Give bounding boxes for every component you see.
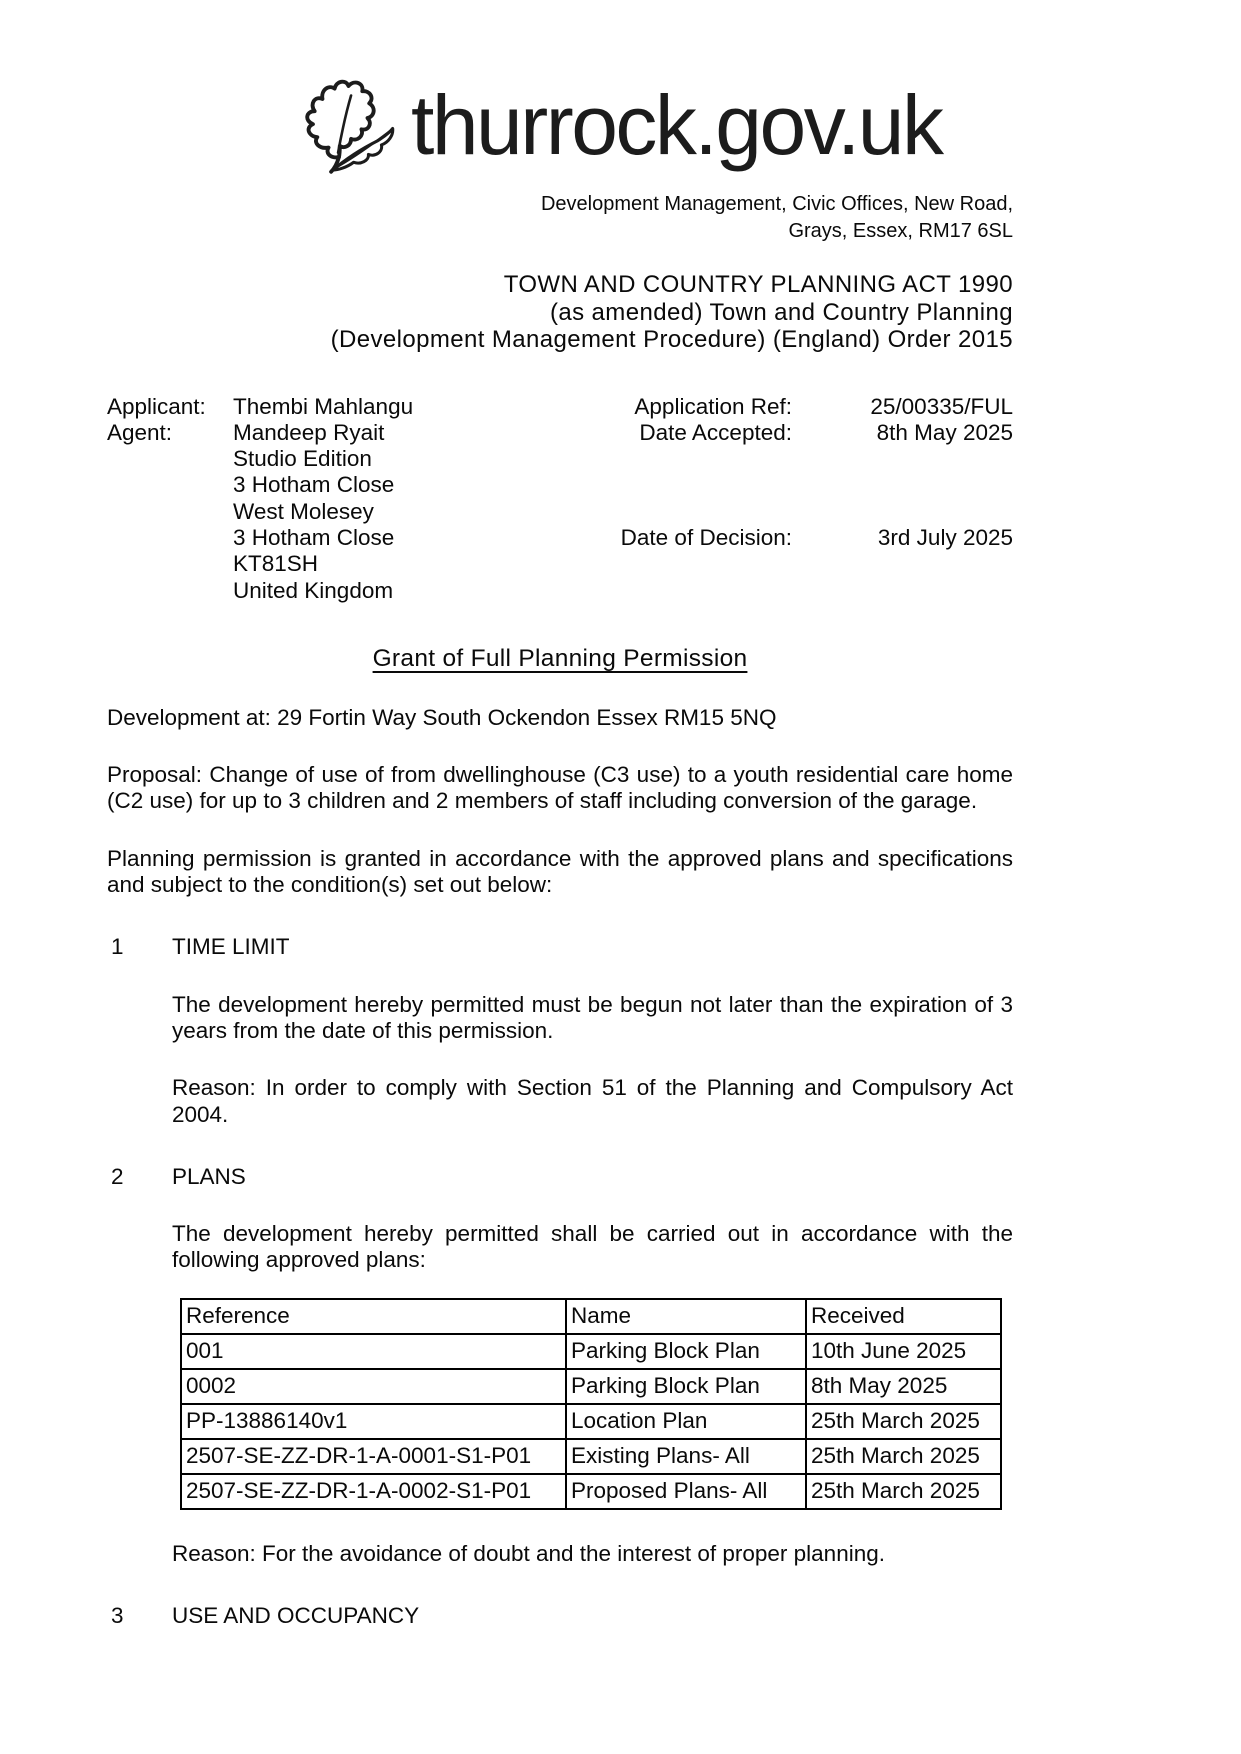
plan-reference: 001 [181, 1334, 566, 1369]
act-line: (as amended) Town and Country Planning [549, 298, 1013, 326]
applicant-name: Thembi Mahlangu [233, 393, 414, 419]
condition-title: PLANS [172, 1163, 246, 1189]
plan-name: Parking Block Plan [566, 1369, 806, 1404]
act-line: (Development Management Procedure) (England) Order 2015 [330, 326, 1013, 353]
application-ref-label: Application Ref: [634, 393, 792, 419]
plan-received: 8th May 2025 [806, 1369, 1001, 1404]
condition-3-heading [107, 1603, 1013, 1629]
plan-name: Location Plan [566, 1404, 806, 1439]
plan-reference: 0002 [181, 1369, 566, 1404]
plan-reference: PP-13886140v1 [181, 1404, 566, 1439]
act-heading [107, 271, 1013, 354]
logo-text: thurrock.gov.uk [411, 78, 942, 172]
agent-name: Mandeep Ryait [233, 419, 385, 445]
plan-received: 25th March 2025 [806, 1404, 1001, 1439]
address-line: Grays, Essex, RM17 6SL [788, 220, 1013, 242]
date-accepted-value: 8th May 2025 [876, 419, 1013, 445]
agent-label: Agent: [107, 419, 173, 445]
condition-number: 2 [111, 1163, 124, 1189]
table-header-received: Received [806, 1299, 1001, 1334]
table-header-row [181, 1299, 1001, 1334]
date-decision-value: 3rd July 2025 [877, 524, 1013, 550]
table-row [181, 1404, 1001, 1439]
approved-plans-table [180, 1298, 1002, 1510]
condition-2-heading [107, 1164, 1013, 1190]
table-row [181, 1369, 1001, 1404]
oak-leaf-icon [293, 69, 397, 181]
agent-address-line: 3 Hotham Close [233, 524, 395, 550]
plan-name: Parking Block Plan [566, 1334, 806, 1369]
condition-title: TIME LIMIT [172, 934, 290, 960]
agent-address-line: West Molesey [233, 498, 374, 524]
address-line: Development Management, Civic Offices, New Road, [540, 193, 1013, 215]
date-accepted-label: Date Accepted: [639, 419, 792, 445]
applicant-agent-block [107, 394, 607, 604]
condition-1-body [172, 992, 1013, 1128]
plan-reference: 2507-SE-ZZ-DR-1-A-0001-S1-P01 [181, 1439, 566, 1474]
condition-paragraph: The development hereby permitted shall be carried out in accordance with the following approved plans: [172, 1221, 1013, 1273]
applicant-label: Applicant: [107, 393, 206, 419]
agent-postcode: KT81SH [233, 551, 319, 577]
condition-number: 1 [111, 934, 124, 960]
table-row [181, 1334, 1001, 1369]
condition-reason: Reason: In order to comply with Section 51 of the Planning and Compulsory Act 2004. [172, 1075, 1013, 1127]
table-header-name: Name [566, 1299, 806, 1334]
table-row [181, 1439, 1001, 1474]
agent-address-line: 3 Hotham Close [233, 472, 395, 498]
application-ref-value: 25/00335/FUL [870, 393, 1013, 419]
development-at: Development at: 29 Fortin Way South Ockendon Essex RM15 5NQ [107, 704, 777, 730]
condition-number: 3 [111, 1603, 124, 1629]
condition-reason: Reason: For the avoidance of doubt and the interest of proper planning. [172, 1540, 885, 1566]
condition-1-heading [107, 934, 1013, 960]
document-title: Grant of Full Planning Permission [372, 644, 748, 672]
application-details [107, 394, 1013, 604]
table-row [181, 1474, 1001, 1509]
council-address [107, 191, 1013, 245]
table-header-reference: Reference [181, 1299, 566, 1334]
agent-address-line: Studio Edition [233, 446, 372, 472]
condition-2-reason-wrap [172, 1541, 1013, 1567]
condition-2-body [172, 1221, 1013, 1274]
reference-dates-block [607, 394, 1013, 604]
act-line: TOWN AND COUNTRY PLANNING ACT 1990 [503, 271, 1013, 298]
condition-paragraph: The development hereby permitted must be begun not later than the expiration of 3 years from the date of this permission. [172, 991, 1013, 1043]
agent-country: United Kingdom [233, 577, 394, 603]
plan-received: 10th June 2025 [806, 1334, 1001, 1369]
plan-received: 25th March 2025 [806, 1474, 1001, 1509]
council-logo [293, 73, 1013, 177]
plan-name: Proposed Plans- All [566, 1474, 806, 1509]
condition-title: USE AND OCCUPANCY [172, 1603, 420, 1629]
grant-statement: Planning permission is granted in accordance with the approved plans and specifications and subject to the condition(s) set out below: [107, 845, 1013, 898]
plan-name: Existing Plans- All [566, 1439, 806, 1474]
proposal-text: Proposal: Change of use of from dwellinghouse (C3 use) to a youth residential care home (C2 use) for up to 3 children and 2 members of staff including conversion of the garage. [107, 762, 1013, 814]
date-decision-label: Date of Decision: [620, 524, 792, 550]
plan-received: 25th March 2025 [806, 1439, 1001, 1474]
plan-reference: 2507-SE-ZZ-DR-1-A-0002-S1-P01 [181, 1474, 566, 1509]
